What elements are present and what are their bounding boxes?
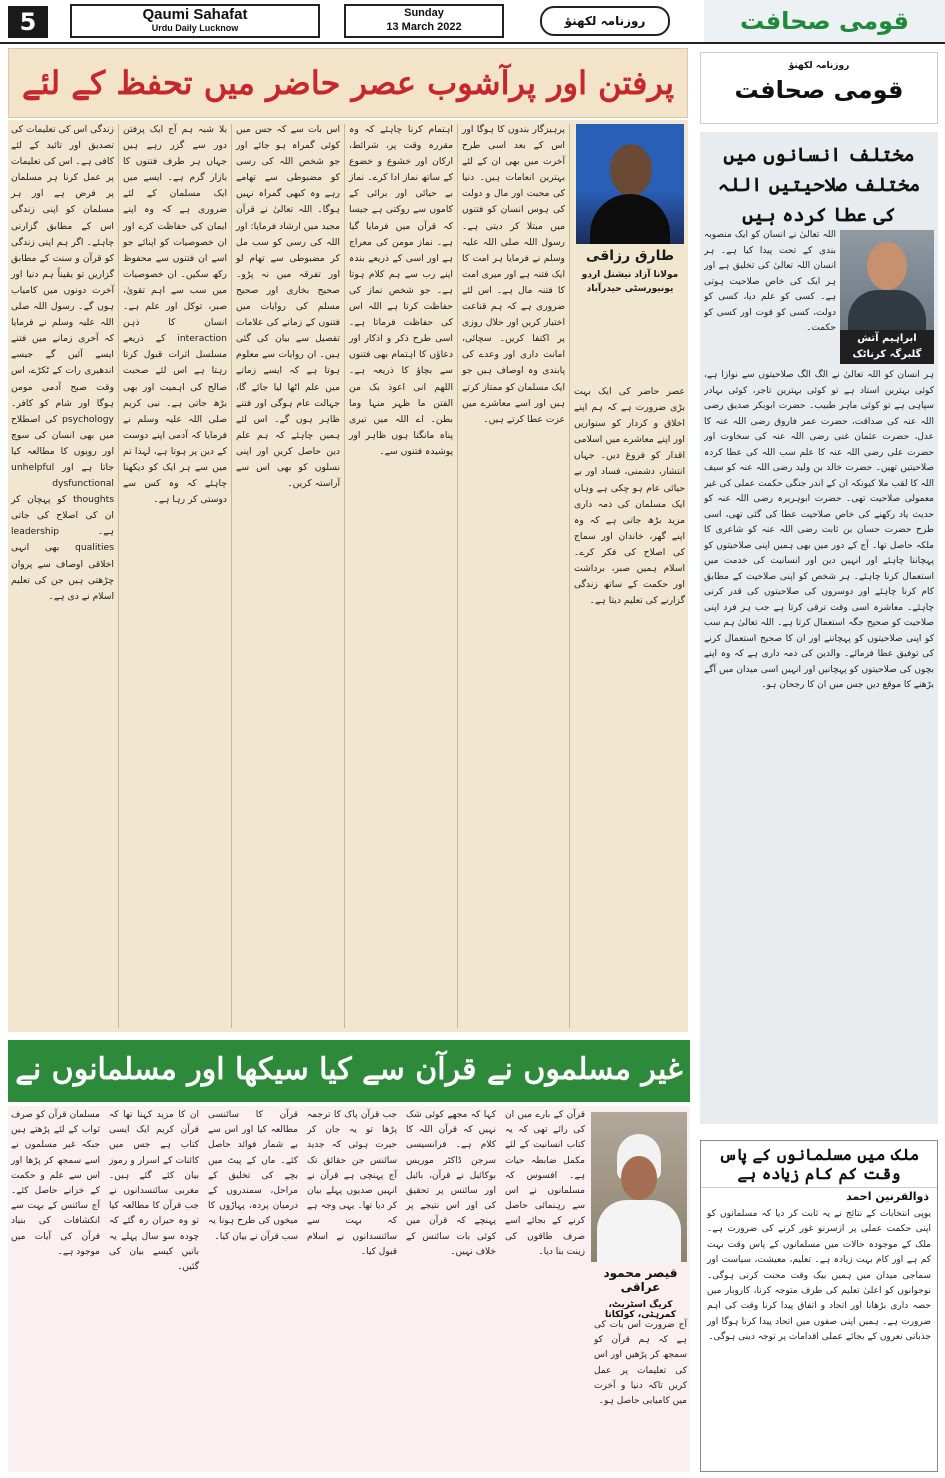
right-logo: قومی صحافت <box>734 76 904 104</box>
side-headline: ملک میں مسلمانوں کے پاس وقت کم کام زیادہ ہے <box>701 1141 937 1188</box>
roznama-badge: روزنامہ لکھنؤ <box>540 6 670 36</box>
column-divider <box>569 124 570 1028</box>
photo-head <box>867 242 907 290</box>
right-author-caption: ابراہیم آتش گلبرگہ کرناٹک <box>840 330 934 364</box>
photo-face <box>621 1156 657 1200</box>
main-author-name: طارق رزاقی <box>585 248 675 264</box>
side-body: یوپی انتخابات کے نتائج نے یہ ثابت کر دیا کہ مسلمانوں کو اپنی حکمت عملی پر ازسرنو غور کرنے کی ضرورت ہے۔ ملک کے موجودہ حالات میں مسلمانوں کے پاس وقت بہت کم ہے اور کام بہت زیادہ ہے۔ تعلیم، معیشت، سیاست اور سماجی میدان میں ہمیں بیک وقت محنت کرنی ہوگی۔ نوجوانوں کو اعلیٰ تعلیم کی طرف متوجہ کرنا، کاروبار میں حصہ داری بڑھانا اور اتحاد و اتفاق پیدا کرنا وقت کی اہم ضرورت ہے۔ ہمیں اپنی صفوں میں اتحاد پیدا کرنا ہوگا اور جذباتی نعروں کے بجائے عملی اقدامات پر توجہ دینی ہوگی۔ <box>707 1209 931 1343</box>
day-label: Sunday <box>404 7 444 19</box>
bottom-author-name: قیصر محمود عراقی <box>603 1266 678 1294</box>
main-author-photo <box>576 124 684 244</box>
column-divider <box>457 124 458 1028</box>
bottom-column-7: آج ضرورت اس بات کی ہے کہ ہم قرآن کو سمجھ کر پڑھیں اور اس کی تعلیمات پر عمل کریں تاکہ دنیا و آخرت میں کامیابی حاصل ہو۔ <box>594 1320 687 1407</box>
bottom-author-title: کریگ اسٹریٹ، کمرہٹی، کولکاتا <box>604 1300 677 1320</box>
column-divider <box>118 124 119 1028</box>
bottom-headline: غیر مسلموں نے قرآن سے کیا سیکھا اور مسلمانوں نے <box>8 1040 690 1102</box>
bottom-author-photo <box>591 1112 687 1262</box>
bottom-article <box>8 1106 690 1472</box>
side-article <box>700 1140 938 1472</box>
main-column-6: عصر حاضر کی ایک بہت بڑی ضرورت ہے کہ ہم اپنے اخلاق و کردار کو سنواریں اور اپنے معاشرے میں اسلامی اقدار کو فروغ دیں۔ جہاں انتشار، دشمنی، فساد اور بے حیائی عام ہو چکی ہے وہاں ایک مسلمان کی ذمہ داری مزید بڑھ جاتی ہے کہ وہ اپنے گھر، خاندان اور سماج کی اصلاح کی فکر کرے۔ اسلام ہمیں صبر، برداشت اور حکمت کے ساتھ زندگی گزارنے کی تعلیم دیتا ہے۔ <box>574 386 685 607</box>
right-logo-box <box>700 52 938 124</box>
photo-body <box>590 194 670 244</box>
right-intro: اللہ تعالیٰ نے انسان کو ایک منصوبہ بندی کے تحت پیدا کیا ہے۔ ہر انسان اللہ تعالیٰ کی تخلیق ہے اور ہر ایک کی خاص صلاحیت ہوتی ہے۔ کسی کو علم دیا، کسی کو دولت، کسی کو قوت اور کسی کو حکمت۔ <box>704 230 836 333</box>
main-headline: پرفتن اور پرآشوب عصر حاضر میں تحفظ کے لئے <box>8 48 688 118</box>
right-body: ہر انسان کو اللہ تعالیٰ نے الگ الگ صلاحیتوں سے نوازا ہے، کوئی بہترین استاد ہے تو کوئی بہترین تاجر، کوئی بہادر سپاہی ہے تو کوئی ماہر طبیب۔ حضرت ابوبکر صدیق رضی اللہ عنہ کی صداقت، حضرت عمر فاروق رضی اللہ عنہ کا عدل، حضرت عثمان غنی رضی اللہ عنہ کی سخاوت اور حضرت علی رضی اللہ عنہ کا علم سب اللہ کی عطا کردہ صلاحیتیں تھیں۔ حضرت خالد بن ولید رضی اللہ عنہ کو سیف اللہ کا لقب ملا کیونکہ ان کے اندر جنگی حکمت عملی کی غیر معمولی صلاحیت تھی۔ حضرت ابوہریرہ رضی اللہ عنہ کو حدیث یاد رکھنے کی خاص صلاحیت عطا کی گئی تھی، اسی طرح حضرت حسان بن ثابت رضی اللہ عنہ کو شاعری کا ملکہ حاصل تھا۔ آج کے دور میں بھی ہمیں اپنی صلاحیتوں کو پہچاننا چاہئے اور انہیں دین اور انسانیت کی خدمت میں استعمال کرنا چاہئے۔ ہر شخص کو اپنی صلاحیت کے مطابق کام کرنا چاہئے اور دوسروں کی صلاحیتوں کی قدر کرنی چاہئے۔ معاشرہ اسی وقت ترقی کرتا ہے جب ہر فرد اپنی صلاحیت کو صحیح جگہ استعمال کرتا ہے۔ اللہ تعالیٰ ہم سب کو اپنی صلاحیتوں کو پہچاننے اور ان کا صحیح استعمال کرنے کی توفیق عطا فرمائے۔ والدین کی ذمہ داری ہے کہ وہ اپنے بچوں کی صلاحیتوں کو پہچانیں اور انہیں اسی میدان میں آگے بڑھنے کا موقع دیں جس میں ان کا رجحان ہو۔ <box>704 370 934 690</box>
masthead <box>0 0 945 44</box>
bottom-column-3: قرآن کا سائنسی مطالعہ کیا اور اس سے بے شمار فوائد حاصل کئے۔ ماں کے پیٹ میں بچے کی تخلیق کے مراحل، سمندروں کے درمیان پردہ، پہاڑوں کا میخوں کی طرح ہونا یہ سب قرآن نے بیان کیا۔ <box>208 1110 298 1242</box>
main-author-title: مولانا آزاد نیشنل اردو یونیورسٹی حیدرآباد <box>581 270 679 294</box>
right-article <box>700 132 938 1124</box>
bottom-column-4: جب قرآن پاک کا ترجمہ پڑھا تو یہ جان کر حیرت ہوئی کہ جدید سائنس جن حقائق تک آج پہنچی ہے قرآن نے انہیں صدیوں پہلے بیان کر دیا تھا۔ یہی وجہ ہے کہ بہت سے سائنسدانوں نے اسلام قبول کیا۔ <box>307 1110 397 1257</box>
english-title-box <box>70 4 320 38</box>
photo-head <box>610 144 652 196</box>
main-article <box>8 120 688 1032</box>
page-number: 5 <box>8 6 48 38</box>
bottom-column-2: ان کا مزید کہنا تھا کہ قرآن کریم ایک ایسی کتاب ہے جس میں کائنات کے اسرار و رموز بیان کئے گئے ہیں۔ مغربی سائنسدانوں نے جب قرآن کا مطالعہ کیا تو وہ حیران رہ گئے کہ چودہ سو سال پہلے یہ باتیں کیسے بیان کی گئیں۔ <box>109 1110 199 1273</box>
masthead-logo: قومی صحافت <box>704 0 945 42</box>
right-author-photo <box>840 230 934 330</box>
main-column-5: پرہیزگار بندوں کا ہوگا اور اس کے بعد اسی طرح آخرت میں بھی ان کے لئے بہترین انعامات ہیں۔ دنیا کی محبت اور مال و دولت کی ہوس انسان کو فتنوں میں مبتلا کر دیتی ہے۔ رسول اللہ صلی اللہ علیہ وسلم نے فرمایا ہر امت کا ایک فتنہ ہے اور میری امت کا فتنہ مال ہے۔ اس لئے ضروری ہے کہ ہم قناعت اختیار کریں اور حلال روزی پر اکتفا کریں۔ سچائی، امانت داری اور وعدے کی پابندی وہ اوصاف ہیں جو ایک مسلمان کو ممتاز کرتے ہیں اور اسے معاشرے میں عزت عطا کرتے ہیں۔ <box>462 124 565 425</box>
english-title: Qaumi Sahafat <box>142 6 248 23</box>
side-author: ذوالقرنین احمد <box>846 1190 929 1203</box>
photo-body <box>597 1200 681 1262</box>
main-column-3: اس بات سے کہ جس میں کوئی گمراہ ہو جائے اور جو شخص اللہ کی رسی کو مضبوطی سے تھامے رہے وہ کبھی گمراہ نہیں ہوگا۔ اللہ تعالیٰ نے قرآن مجید میں ارشاد فرمایا: اور اللہ کی رسی کو سب مل کر مضبوطی سے تھام لو اور تفرقہ میں نہ پڑو۔ صحیح بخاری اور صحیح مسلم کی روایات میں فتنوں کے زمانے کی علامات تفصیل سے بیان کی گئی ہیں۔ ان روایات سے معلوم ہوتا ہے کہ ایسے زمانے میں علم اٹھا لیا جائے گا، جہالت عام ہوگی اور فتنے ظاہر ہوں گے۔ اس لئے ہمیں چاہئے کہ ہم علم دین حاصل کریں اور اپنی نسلوں کو بھی اس سے آراستہ کریں۔ <box>236 124 340 490</box>
bottom-column-6: قرآن کے بارے میں ان کی رائے تھی کہ یہ کتاب انسانیت کے لئے مکمل ضابطہ حیات ہے۔ افسوس کہ مسلمانوں نے اس سے رہنمائی حاصل کرنے کے بجائے اسے صرف طاقوں کی زینت بنا دیا۔ <box>505 1110 585 1257</box>
main-column-4: اہتمام کرنا چاہئے کہ وہ مقررہ وقت پر، شرائط، ارکان اور خشوع و خضوع کے ساتھ نماز ادا کرے۔ نماز بے حیائی اور برائی کے کاموں سے روکتی ہے جیسا کہ قرآن میں فرمایا گیا ہے۔ نماز مومن کی معراج ہے اور اسی کے ذریعے بندہ اپنے رب سے ہم کلام ہوتا ہے۔ جو شخص نماز کی حفاظت کرتا ہے اللہ اس کی حفاظت فرماتا ہے۔ اسی طرح ذکر و اذکار اور دعاؤں کا اہتمام بھی فتنوں سے بچاؤ کا ذریعہ ہے۔ اللھم انی اعوذ بک من الفتن ما ظہر منہا وما بطن۔ اے اللہ میں تیری پناہ مانگتا ہوں ظاہر اور پوشیدہ فتنوں سے۔ <box>349 124 453 457</box>
photo-body <box>848 290 926 330</box>
date-box <box>344 4 504 38</box>
bottom-author-caption <box>591 1266 690 1320</box>
bottom-column-1: مسلمان قرآن کو صرف ثواب کے لئے پڑھتے ہیں جبکہ غیر مسلموں نے اسے سمجھ کر پڑھا اور اس سے علم و حکمت کے خزانے حاصل کئے۔ آج سائنس کے بہت سے انکشافات کی بنیاد قرآن کی آیات میں موجود ہے۔ <box>11 1110 100 1257</box>
column-divider <box>231 124 232 1028</box>
bottom-column-5: کہا کہ مجھے کوئی شک نہیں کہ قرآن اللہ کا کلام ہے۔ فرانسیسی سرجن ڈاکٹر موریس بوکائیل نے قرآن، بائبل اور سائنس پر تحقیق کی اور اس نتیجے پر پہنچے کہ قرآن میں کوئی بات سائنس کے خلاف نہیں۔ <box>406 1110 496 1257</box>
date-label: 13 March 2022 <box>386 21 462 33</box>
right-logo-small: روزنامہ لکھنؤ <box>788 61 850 71</box>
main-column-2: بلا شبہ ہم آج ایک پرفتن دور سے گزر رہے ہیں جہاں ہر طرف فتنوں کا بازار گرم ہے۔ ایسے میں ایک مسلمان کے لئے ضروری ہے کہ وہ اپنے ایمان کی حفاظت کرے اور ان خصوصیات کو اپنائے جو اسے ان فتنوں سے محفوظ رکھ سکیں۔ ان خصوصیات میں سب سے اہم تقویٰ، صبر، توکل اور علم ہے۔ انسان کا ذہن interaction کے ذریعے مسلسل اثرات قبول کرتا رہتا ہے اس لئے صحبت صالح کی اہمیت اور بھی بڑھ جاتی ہے۔ نبی کریم صلی اللہ علیہ وسلم نے فرمایا کہ آدمی اپنے دوست کے دین پر ہوتا ہے، لہذا تم میں سے ہر ایک کو دیکھنا چاہئے کہ وہ کس سے دوستی کر رہا ہے۔ <box>123 124 227 506</box>
right-headline: مختلف انسانوں میں مختلف صلاحیتیں اللہ کی عطا کردہ ہیں <box>717 144 921 226</box>
column-divider <box>344 124 345 1028</box>
main-author-caption <box>576 248 684 296</box>
main-column-1: زندگی اس کی تعلیمات کی تصدیق اور تائید کے لئے کافی ہے۔ اس کی تعلیمات پر عمل کرنا ہر مسلمان پر فرض ہے اور ہر مسلمان کو اپنی زندگی اس کے مطابق گزارنی چاہئے۔ اگر ہم اپنی زندگی کو قرآن و سنت کے مطابق گزاریں تو یقیناً ہم دنیا اور آخرت دونوں میں کامیاب ہوں گے۔ رسول اللہ صلی اللہ علیہ وسلم نے فرمایا کہ آخری زمانے میں فتنے ایسے آئیں گے جیسے اندھیری رات کے ٹکڑے، اس وقت صبح آدمی مومن ہوگا اور شام کو کافر۔ psychology کی اصطلاح میں بھی انسان کی سوچ اور رویوں کا مطالعہ کیا جاتا ہے اور unhelpful dysfunctional thoughts کو پہچان کر ان کی اصلاح کی جاتی ہے۔ leadership qualities بھی انہی اخلاقی اوصاف سے پروان چڑھتی ہیں جن کی تعلیم اسلام نے دی ہے۔ <box>11 124 114 602</box>
english-subtitle: Urdu Daily Lucknow <box>151 23 239 33</box>
